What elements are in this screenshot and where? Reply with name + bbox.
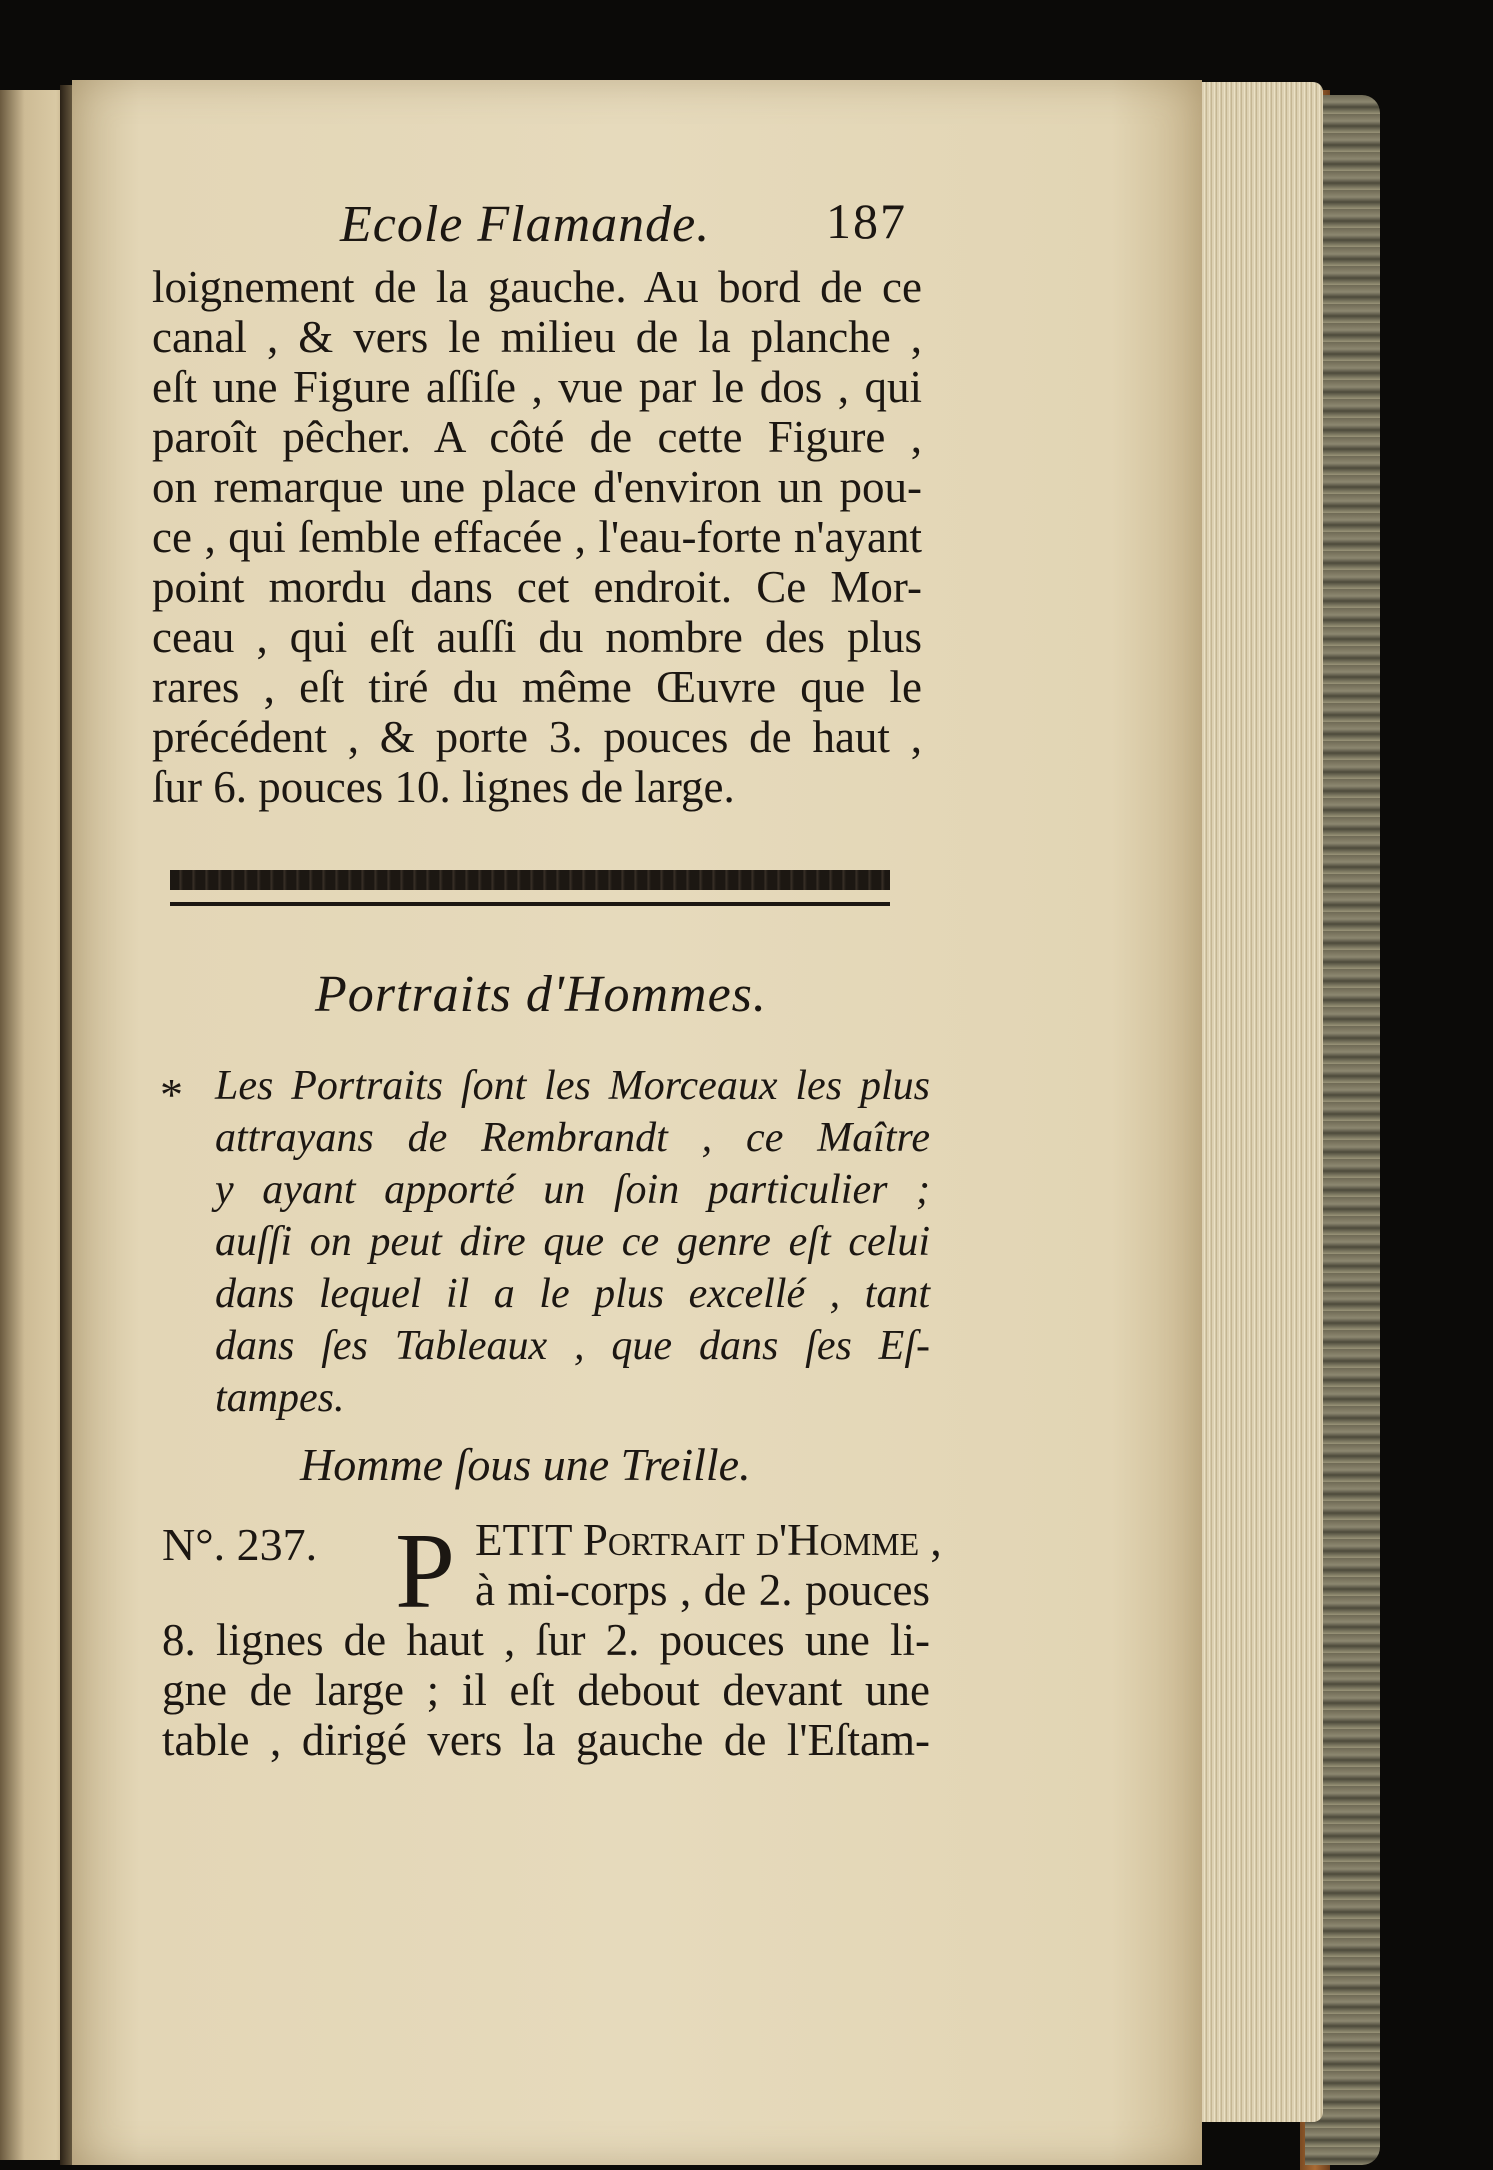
body-line: ceau , qui eſt auſſi du nombre des plus: [152, 612, 922, 662]
note-line: y ayant apporté un ſoin particulier ;: [215, 1167, 930, 1213]
entry-line: ETIT Portrait d'Homme ,: [475, 1515, 942, 1565]
entry-opening: [475, 1515, 942, 1615]
drop-capital: P: [395, 1512, 456, 1631]
note-line: attrayans de Rembrandt , ce Maître: [215, 1115, 930, 1161]
body-line: point mordu dans cet endroit. Ce Mor-: [152, 562, 922, 612]
ornamental-rule: [170, 870, 890, 890]
body-line: ſur 6. pouces 10. lignes de large.: [152, 762, 735, 812]
page-number: 187: [826, 193, 907, 249]
note-paragraph: [215, 1060, 930, 1424]
note-line: Les Portraits ſont les Morceaux les plus: [215, 1063, 930, 1109]
entry-line: 8. lignes de haut , ſur 2. pouces une li-: [162, 1615, 930, 1665]
note-asterisk: *: [160, 1069, 183, 1120]
note-line: dans ſes Tableaux , que dans ſes Eſ-: [215, 1323, 930, 1369]
entry-line: table , dirigé vers la gauche de l'Eſtam-: [162, 1715, 930, 1765]
running-header-title: Ecole Flamande.: [340, 196, 711, 253]
entry-number: N°. 237.: [162, 1519, 318, 1570]
note-line: tampes.: [215, 1375, 345, 1421]
body-line: ce , qui ſemble effacée , l'eau-forte n'ayant: [152, 512, 922, 562]
body-line: canal , & vers le milieu de la planche ,: [152, 312, 922, 362]
body-line: loignement de la gauche. Au bord de ce: [152, 262, 922, 312]
page-edges: [1198, 82, 1323, 2122]
entry-line: à mi-corps , de 2. pouces: [475, 1565, 930, 1615]
body-line: précédent , & porte 3. pouces de haut ,: [152, 712, 922, 762]
note-line: auſſi on peut dire que ce genre eſt celui: [215, 1219, 930, 1265]
thin-rule: [170, 902, 890, 906]
entry-line: gne de large ; il eſt debout devant une: [162, 1665, 930, 1715]
subsection-heading: Homme ſous une Treille.: [300, 1439, 751, 1490]
section-heading: Portraits d'Hommes.: [315, 966, 767, 1023]
entry-paragraph: [162, 1615, 930, 1765]
body-paragraph: [152, 262, 922, 812]
body-line: paroît pêcher. A côté de cette Figure ,: [152, 412, 922, 462]
body-line: on remarque une place d'environ un pou-: [152, 462, 922, 512]
note-line: dans lequel il a le plus excellé , tant: [215, 1271, 930, 1317]
body-line: rares , eſt tiré du même Œuvre que le: [152, 662, 922, 712]
body-line: eſt une Figure aſſiſe , vue par le dos , qui: [152, 362, 922, 412]
